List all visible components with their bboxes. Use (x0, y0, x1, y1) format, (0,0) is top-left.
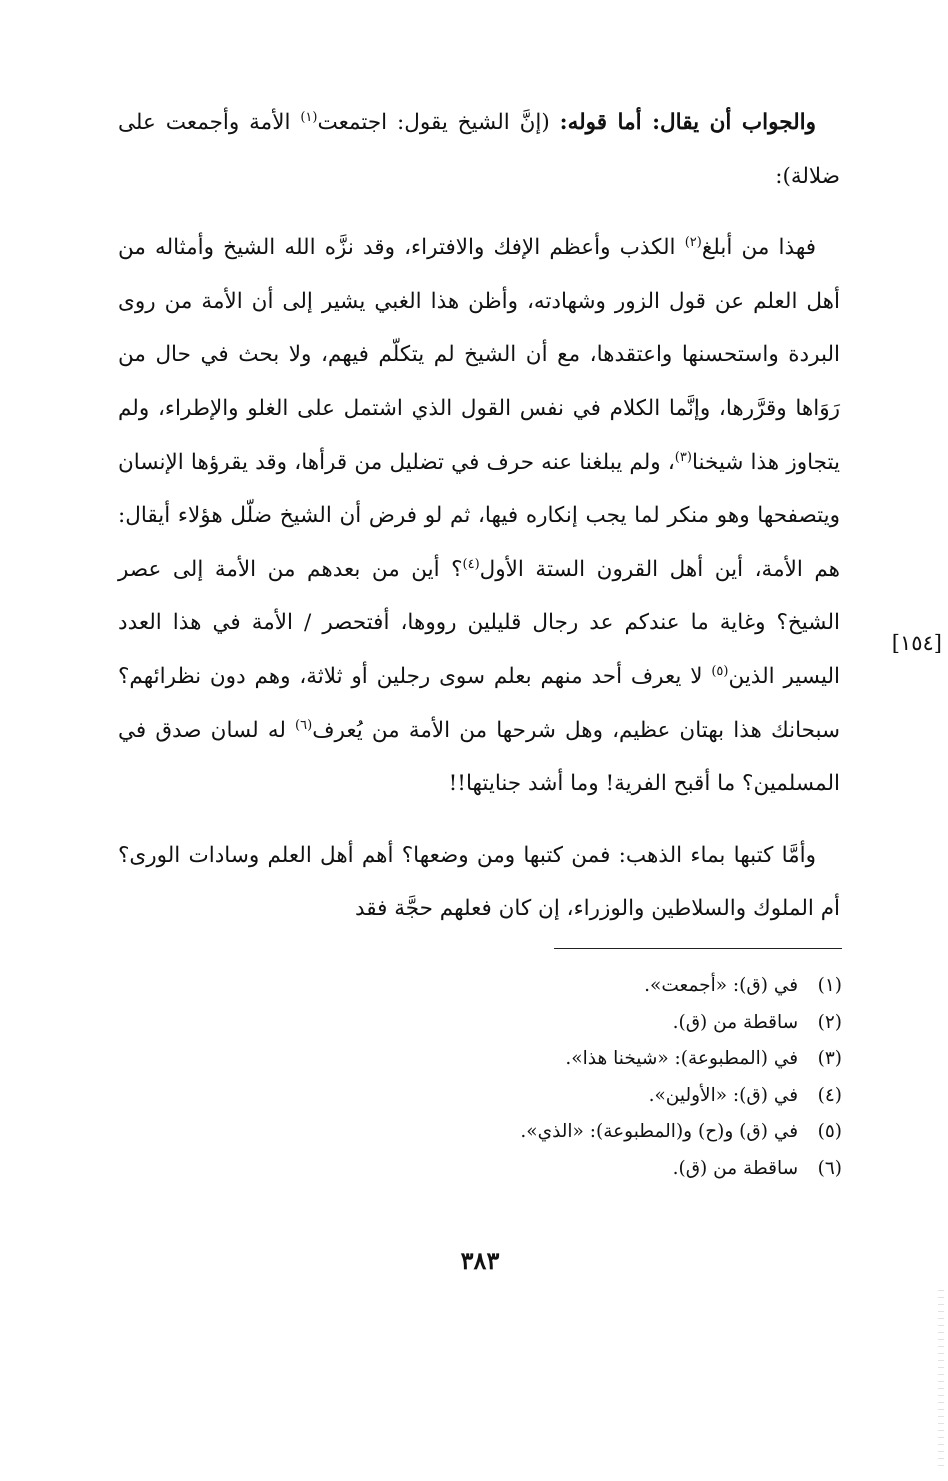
text-run: وأمَّا كتبها بماء الذهب: فمن كتبها ومن وضعها؟ أهم أهل العلم وسادات الورى؟ أم الملوك والسلاطين والوزراء، إن كان فعلهم حجَّة فقد (118, 842, 840, 922)
footnote-text: في (ق): «الأولين». (648, 1084, 799, 1106)
footnote (122, 1078, 842, 1115)
footnote-number: (٤) (817, 1084, 842, 1106)
footnote-number: (١) (817, 975, 842, 996)
main-text (118, 96, 840, 936)
text-run: ، ولم يبلغنا عنه حرف في تضليل من قرأها، وقد يقرؤها الإنسان ويتصفحها وهو منكر لما يجب إنكاره فيها، ثم لو فرض أن الشيخ ضلّل هؤلاء أيقال: هم الأمة، أين أهل القرون الستة الأول (118, 449, 840, 582)
text-run: له لسان صدق في المسلمين؟ ما أقبح الفرية! وما أشد جنايتها!! (118, 717, 840, 797)
page-number: ٣٨٣ (460, 1246, 500, 1275)
footnote-reference: (٢) (684, 235, 702, 251)
footnote-number: (٦) (817, 1157, 842, 1179)
footnote-reference: (٣) (674, 449, 692, 465)
paragraph-lead: والجواب أن يقال: أما قوله: (559, 110, 816, 135)
text-run: ؟ أين من بعدهم من الأمة إلى عصر الشيخ؟ وغاية ما عندكم عد رجال قليلين رووها، أفتحصر / الأمة في هذا العدد اليسير الذين (118, 556, 840, 689)
footnote (122, 968, 842, 1005)
footnote-number: (٢) (817, 1011, 842, 1033)
footnote (122, 1041, 842, 1078)
text-run: الأمة وأجمعت على ضلالة): (118, 110, 840, 189)
footnote-text: في (ق) و(ح) و(المطبوعة): «الذي». (520, 1121, 799, 1143)
footnote-reference: (١) (300, 109, 318, 125)
footnote-text: في (المطبوعة): «شيخنا هذا». (565, 1048, 799, 1070)
footnote-text: ساقطة من (ق). (672, 1157, 799, 1179)
text-run: (إنَّ الشيخ يقول: اجتمعت (317, 110, 560, 135)
footnote (122, 1151, 842, 1188)
footnote-text: في (ق): «أجمعت». (644, 975, 799, 996)
paragraph-2 (118, 221, 840, 811)
manuscript-folio-marker: [١٥٤] (891, 631, 942, 655)
paragraph-1 (118, 96, 840, 203)
footnote (122, 1114, 842, 1151)
footnote-reference: (٥) (711, 663, 729, 679)
text-run: لا يعرف أحد منهم بعلم سوى رجلين أو ثلاثة، وهم دون نظرائهم؟ سبحانك هذا بهتان عظيم، وهل شرحها من الأمة من يُعرف (118, 663, 840, 743)
footnote-reference: (٤) (462, 556, 480, 572)
footnote-reference: (٦) (295, 717, 313, 733)
footnote-text: ساقطة من (ق). (672, 1011, 799, 1033)
footnote-separator (554, 948, 842, 949)
text-run: فهذا من أبلغ (701, 235, 817, 261)
footnote-number: (٥) (817, 1121, 842, 1143)
footnote-number: (٣) (817, 1048, 842, 1070)
footnotes (122, 968, 842, 1188)
text-run: الكذب وأعظم الإفك والافتراء، وقد نزَّه الله الشيخ وأمثاله من أهل العلم عن قول الزور وشهادته، وأظن هذا الغبي يشير إلى أن الأمة من روى البردة واستحسنها واعتقدها، مع أن الشيخ لم يتكلّم فيهم، ولا بحث في حال من رَوَاها وقرَّرها، وإنَّما الكلام في نفس القول الذي اشتمل على الغلو والإطراء، ولم يتجاوز هذا شيخنا (118, 235, 841, 475)
footnote (122, 1005, 842, 1042)
scan-edge-artifact (938, 1290, 944, 1470)
paragraph-3 (118, 829, 840, 936)
